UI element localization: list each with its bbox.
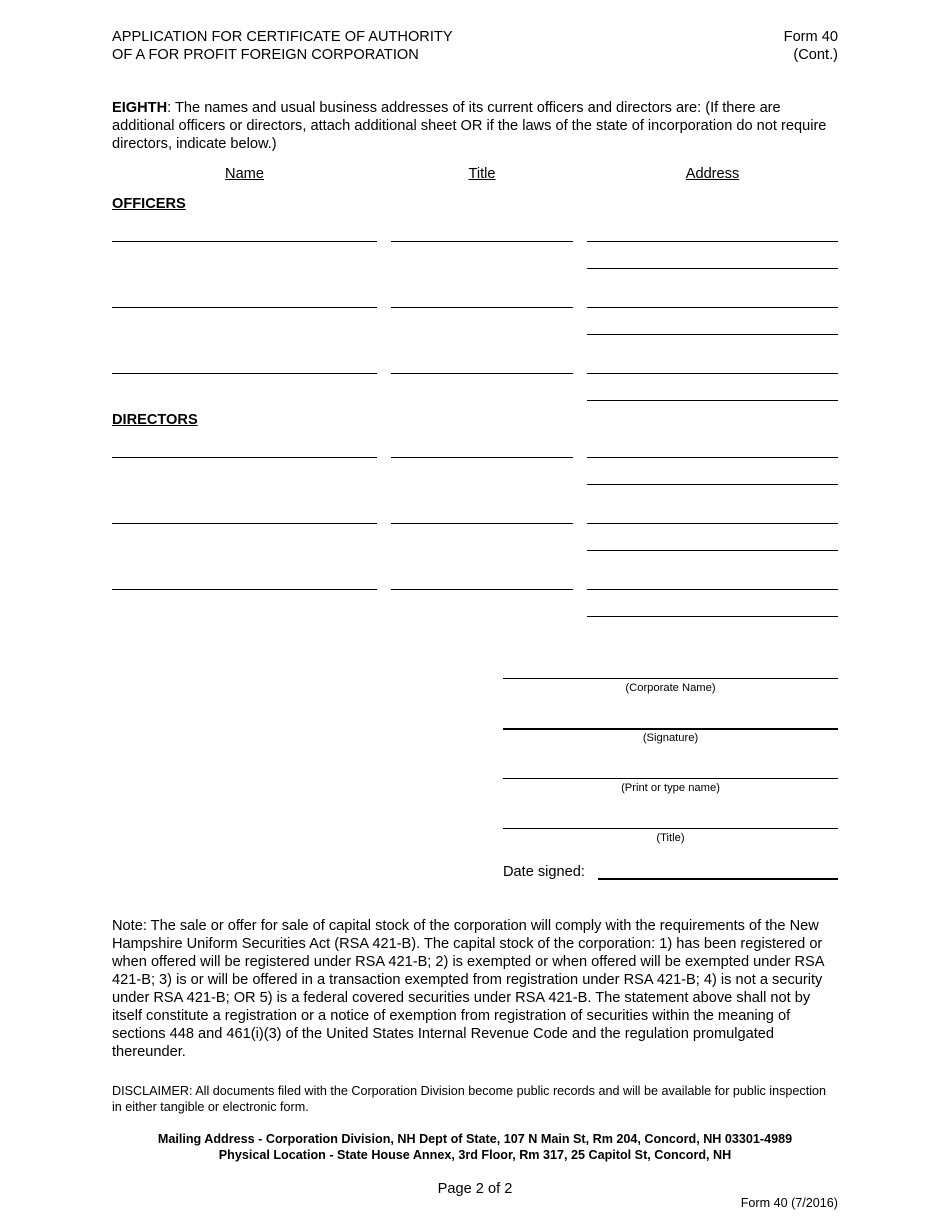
director-2-title-field[interactable] [391, 523, 573, 524]
print-name-field[interactable] [503, 778, 838, 779]
officer-2-name-field[interactable] [112, 307, 377, 308]
director-1-name-field[interactable] [112, 457, 377, 458]
signer-title-field[interactable] [503, 828, 838, 829]
director-2-name-field[interactable] [112, 523, 377, 524]
officers-heading: OFFICERS [112, 196, 186, 212]
director-1-address-field-line2[interactable] [587, 484, 838, 485]
disclaimer: DISCLAIMER: All documents filed with the Corporation Division become public records and will be available for public inspection in either tangible or electronic form. [112, 1084, 826, 1114]
signature-field[interactable] [503, 728, 838, 730]
securities-note: Note: The sale or offer for sale of capital stock of the corporation will comply with the requirements of the New Hampshire Uniform Securities Act (RSA 421-B). The capital stock of the corporation: 1) has been registered or when offered will be registered under RSA 421-B; 2) is exempted or when offered will be exempted under RSA 421-B; 3) is or will be offered in a transaction exempted from registration under RSA 421-B; 4) is not a security under RSA 421-B; OR 5) is a federal covered securities under RSA 421-B. The statement above shall not by itself constitute a registration or a notice of exemption from registration of securities within the meaning of sections 448 and 461(i)(3) of the United States Internal Revenue Code and the regulation promulgated thereunder. [112, 918, 824, 1060]
column-header-address: Address [685, 166, 740, 182]
form-number: Form 40 [783, 29, 838, 45]
officer-1-address-field-line1[interactable] [587, 241, 838, 242]
mailing-address: Mailing Address - Corporation Division, NH Dept of State, 107 N Main St, Rm 204, Concord, NH 03301-4989 [157, 1132, 793, 1146]
signature-caption: (Signature) [642, 732, 699, 744]
officer-3-title-field[interactable] [391, 373, 573, 374]
eighth-label: EIGHTH [112, 100, 168, 116]
officer-3-address-field-line1[interactable] [587, 373, 838, 374]
officer-1-title-field[interactable] [391, 241, 573, 242]
director-2-address-field-line2[interactable] [587, 550, 838, 551]
form-title [112, 28, 453, 64]
director-3-address-field-line2[interactable] [587, 616, 838, 617]
date-signed-field[interactable] [598, 878, 838, 880]
corporate-name-caption: (Corporate Name) [625, 682, 716, 694]
officer-1-address-field-line2[interactable] [587, 268, 838, 269]
column-header-title: Title [468, 166, 496, 182]
date-signed-label: Date signed: [503, 864, 585, 880]
column-header-name: Name [225, 166, 264, 182]
officer-2-address-field-line2[interactable] [587, 334, 838, 335]
director-3-name-field[interactable] [112, 589, 377, 590]
physical-location: Physical Location - State House Annex, 3rd Floor, Rm 317, 25 Capitol St, Concord, NH [218, 1148, 732, 1162]
director-3-title-field[interactable] [391, 589, 573, 590]
director-1-title-field[interactable] [391, 457, 573, 458]
directors-heading: DIRECTORS [112, 412, 198, 428]
eighth-text: : The names and usual business addresses of its current officers and directors are: (If there are additional officers or directors, attach additional sheet OR if the laws of the state of incorporation do not require directors, indicate below.) [112, 100, 827, 152]
director-2-address-field-line1[interactable] [587, 523, 838, 524]
print-name-caption: (Print or type name) [621, 782, 720, 794]
officer-2-address-field-line1[interactable] [587, 307, 838, 308]
form-cont: (Cont.) [793, 47, 838, 63]
form-footer: Form 40 (7/2016) [740, 1196, 838, 1210]
eighth-paragraph [112, 99, 838, 153]
director-1-address-field-line1[interactable] [587, 457, 838, 458]
director-3-address-field-line1[interactable] [587, 589, 838, 590]
officer-2-title-field[interactable] [391, 307, 573, 308]
signer-title-caption: (Title) [656, 832, 685, 844]
page-number: Page 2 of 2 [437, 1181, 513, 1197]
corporate-name-field[interactable] [503, 678, 838, 679]
officer-3-name-field[interactable] [112, 373, 377, 374]
officer-3-address-field-line2[interactable] [587, 400, 838, 401]
officer-1-name-field[interactable] [112, 241, 377, 242]
form-number-block [784, 28, 838, 64]
form-title-line2: OF A FOR PROFIT FOREIGN CORPORATION [112, 47, 419, 63]
form-title-line1: APPLICATION FOR CERTIFICATE OF AUTHORITY [112, 29, 453, 45]
